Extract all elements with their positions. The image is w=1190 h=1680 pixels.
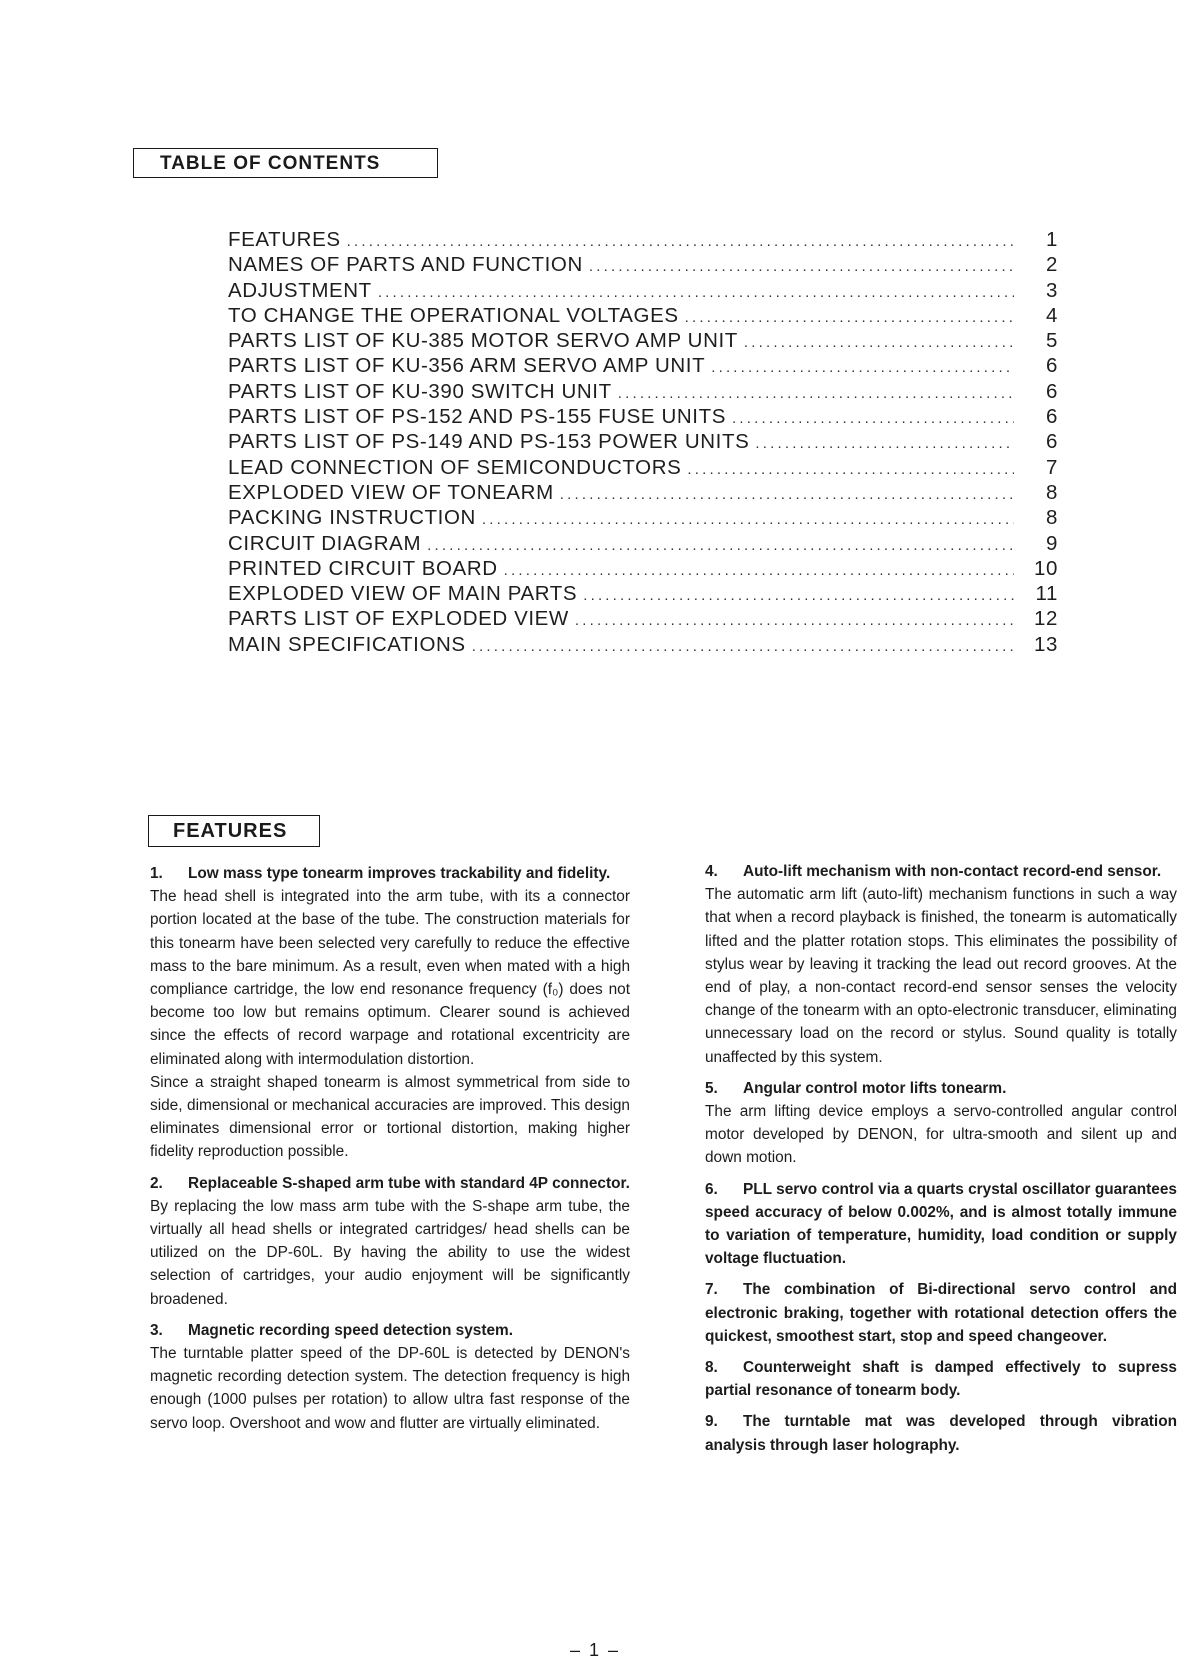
leader-dots — [347, 233, 1014, 250]
toc-entry — [228, 633, 1058, 658]
feature-paragraph: The turntable platter speed of the DP-60L is detected by DENON's magnetic recording detection system. The detection frequency is high enough (1000 pulses per rotation) to allow ultra fast response of the servo loop. Overshoot and wow and flutter are virtually eliminated. — [150, 1345, 630, 1432]
toc-entry-title: ADJUSTMENT — [228, 278, 372, 302]
leader-dots — [732, 410, 1014, 427]
feature-number: 6. — [705, 1180, 718, 1198]
leader-dots — [755, 435, 1014, 452]
feature-heading: The combination of Bi-directional servo control and electronic braking, together with rotational detection offers the quickest, smoothest start, stop and speed changeover. — [705, 1281, 1177, 1345]
feature-heading: Auto-lift mechanism with non-contact record-end sensor. — [743, 863, 1162, 880]
feature-number: 2. — [150, 1174, 163, 1192]
feature-paragraph: By replacing the low mass arm tube with the S-shape arm tube, the virtually all head shells or integrated cartridges/ head shells can be utilized on the DP-60L. By having the ability to use the widest selection of cartridges, your audio enjoyment will be significantly broadened. — [150, 1197, 630, 1308]
leader-dots — [711, 359, 1014, 376]
leader-dots — [472, 638, 1014, 655]
leader-dots — [560, 486, 1014, 503]
toc-title: TABLE OF CONTENTS — [133, 148, 438, 178]
toc-entry — [228, 354, 1058, 379]
feature-item — [150, 862, 630, 1164]
toc-entry-page: 9 — [1045, 531, 1058, 555]
feature-number: 4. — [705, 863, 718, 880]
toc-entry-title: EXPLODED VIEW OF MAIN PARTS — [228, 582, 578, 606]
toc-entry-title: NAMES OF PARTS AND FUNCTION — [228, 253, 583, 277]
page-number: – 1 – — [569, 1640, 621, 1660]
leader-dots — [618, 385, 1014, 402]
feature-item — [705, 1077, 1177, 1170]
toc-entry-title: PARTS LIST OF PS-152 AND PS-155 FUSE UNITS — [228, 405, 726, 429]
feature-number: 5. — [705, 1079, 718, 1097]
features-title: FEATURES — [148, 815, 320, 847]
toc-entry-title: EXPLODED VIEW OF TONEARM — [228, 480, 554, 504]
feature-paragraph: The arm lifting device employs a servo-controlled angular control motor developed by DENON, for ultra-smooth and silent up and down motion. — [705, 1103, 1177, 1167]
toc-entry-title: MAIN SPECIFICATIONS — [228, 632, 466, 656]
feature-item — [705, 1178, 1177, 1271]
leader-dots — [378, 284, 1014, 301]
toc-entry — [228, 329, 1058, 354]
toc-entry — [228, 481, 1058, 506]
toc-entry-page: 10 — [1033, 556, 1058, 580]
toc-entry-title: PARTS LIST OF EXPLODED VIEW — [228, 607, 569, 631]
toc-entry — [228, 430, 1058, 455]
toc-entry-page: 3 — [1045, 278, 1058, 302]
toc-entry — [228, 279, 1058, 304]
feature-heading: Magnetic recording speed detection system. — [188, 1321, 513, 1339]
toc-entry-page: 6 — [1045, 430, 1058, 454]
feature-item — [150, 1319, 630, 1435]
leader-dots — [504, 562, 1014, 579]
feature-number: 7. — [705, 1281, 718, 1299]
leader-dots — [685, 309, 1014, 326]
feature-number: 8. — [705, 1359, 718, 1377]
toc-entry — [228, 532, 1058, 557]
leader-dots — [427, 537, 1014, 554]
toc-entry — [228, 506, 1058, 531]
toc-entry-title: PARTS LIST OF KU-385 MOTOR SERVO AMP UNIT — [228, 329, 738, 353]
features-right-column — [705, 860, 1177, 1465]
toc-entry — [228, 456, 1058, 481]
toc-entry-title: CIRCUIT DIAGRAM — [228, 531, 422, 555]
feature-heading: Angular control motor lifts tonearm. — [743, 1079, 1007, 1097]
feature-item — [705, 1410, 1177, 1456]
feature-number: 9. — [705, 1413, 718, 1431]
feature-number: 1. — [150, 865, 163, 882]
feature-heading: Counterweight shaft is damped effectively to supress partial resonance of tonearm body. — [705, 1359, 1177, 1400]
feature-item — [705, 860, 1177, 1069]
toc-entry-title: FEATURES — [228, 228, 341, 251]
toc-entry-page: 7 — [1045, 455, 1058, 479]
toc-entry — [228, 557, 1058, 582]
toc-entry — [228, 607, 1058, 632]
toc-entry-page: 8 — [1045, 480, 1058, 504]
leader-dots — [583, 587, 1014, 604]
leader-dots — [575, 612, 1014, 629]
feature-heading: Replaceable S-shaped arm tube with standard 4P connector. — [188, 1174, 630, 1192]
feature-paragraph: Since a straight shaped tonearm is almost symmetrical from side to side, dimensional or mechanical accuracies are improved. This design eliminates dimensional error or tortional distortion, making higher fidelity reproduction possible. — [150, 1073, 630, 1161]
toc-entry-page: 11 — [1035, 582, 1058, 606]
toc-list — [228, 228, 1058, 658]
feature-paragraph: The automatic arm lift (auto-lift) mechanism functions in such a way that when a record playback is finished, the tonearm is automatically lifted and the platter rotation stops. This eliminates the possibility of stylus wear by leaving it tracking the lead out record grooves. At the end of play, a non-contact record-end sensor senses the velocity change of the tonearm with an opto-electronic transducer, eliminating unnecessary load on the record or stylus. Sound quality is totally unaffected by this system. — [705, 886, 1177, 1066]
leader-dots — [482, 511, 1014, 528]
toc-entry-title: PACKING INSTRUCTION — [228, 506, 476, 530]
leader-dots — [744, 334, 1014, 351]
toc-entry-title: TO CHANGE THE OPERATIONAL VOLTAGES — [228, 303, 679, 327]
toc-entry — [228, 380, 1058, 405]
toc-entry-title: PARTS LIST OF KU-356 ARM SERVO AMP UNIT — [228, 354, 706, 378]
feature-heading: PLL servo control via a quarts crystal oscillator guarantees speed accuracy of below 0.002%, and is almost totally immune to variation of temperature, humidity, load condition or supply voltage fluctuation. — [705, 1180, 1177, 1268]
toc-entry — [228, 228, 1058, 253]
feature-number: 3. — [150, 1321, 163, 1339]
toc-entry-page: 8 — [1045, 506, 1058, 530]
feature-paragraph: The head shell is integrated into the arm tube, with its a connector portion located at the base of the tube. The construction materials for this tonearm have been selected very carefully to reduce the effective mass to the bare minimum. As a result, even when mated with a high compliance cartridge, the low end resonance frequency (f₀) does not become too low but remains optimum. Clearer sound is achieved since the effects of record warpage and rotational excentricity are eliminated along with intermodulation distortion. — [150, 888, 630, 1068]
leader-dots — [589, 258, 1014, 275]
toc-entry-page: 6 — [1045, 379, 1058, 403]
toc-entry-title: PARTS LIST OF PS-149 AND PS-153 POWER UNITS — [228, 430, 750, 454]
feature-item — [705, 1356, 1177, 1402]
toc-entry-title: PARTS LIST OF KU-390 SWITCH UNIT — [228, 379, 612, 403]
toc-entry-page: 5 — [1045, 329, 1058, 353]
toc-entry-title: LEAD CONNECTION OF SEMICONDUCTORS — [228, 455, 682, 479]
toc-entry-page: 13 — [1033, 632, 1058, 656]
toc-entry-page: 12 — [1033, 607, 1058, 631]
toc-entry-page: 1 — [1045, 228, 1058, 251]
feature-heading: The turntable mat was developed through vibration analysis through laser holography. — [705, 1413, 1177, 1454]
toc-entry-page: 2 — [1045, 253, 1058, 277]
toc-entry-page: 6 — [1045, 405, 1058, 429]
features-left-column — [150, 862, 630, 1443]
leader-dots — [687, 461, 1014, 478]
toc-entry-page: 6 — [1045, 354, 1058, 378]
toc-entry — [228, 253, 1058, 278]
toc-entry — [228, 304, 1058, 329]
toc-entry-page: 4 — [1045, 303, 1058, 327]
feature-item — [705, 1278, 1177, 1348]
feature-heading: Low mass type tonearm improves trackability and fidelity. — [188, 865, 611, 882]
toc-entry — [228, 405, 1058, 430]
feature-item — [150, 1172, 630, 1311]
toc-entry — [228, 582, 1058, 607]
toc-entry-title: PRINTED CIRCUIT BOARD — [228, 556, 498, 580]
